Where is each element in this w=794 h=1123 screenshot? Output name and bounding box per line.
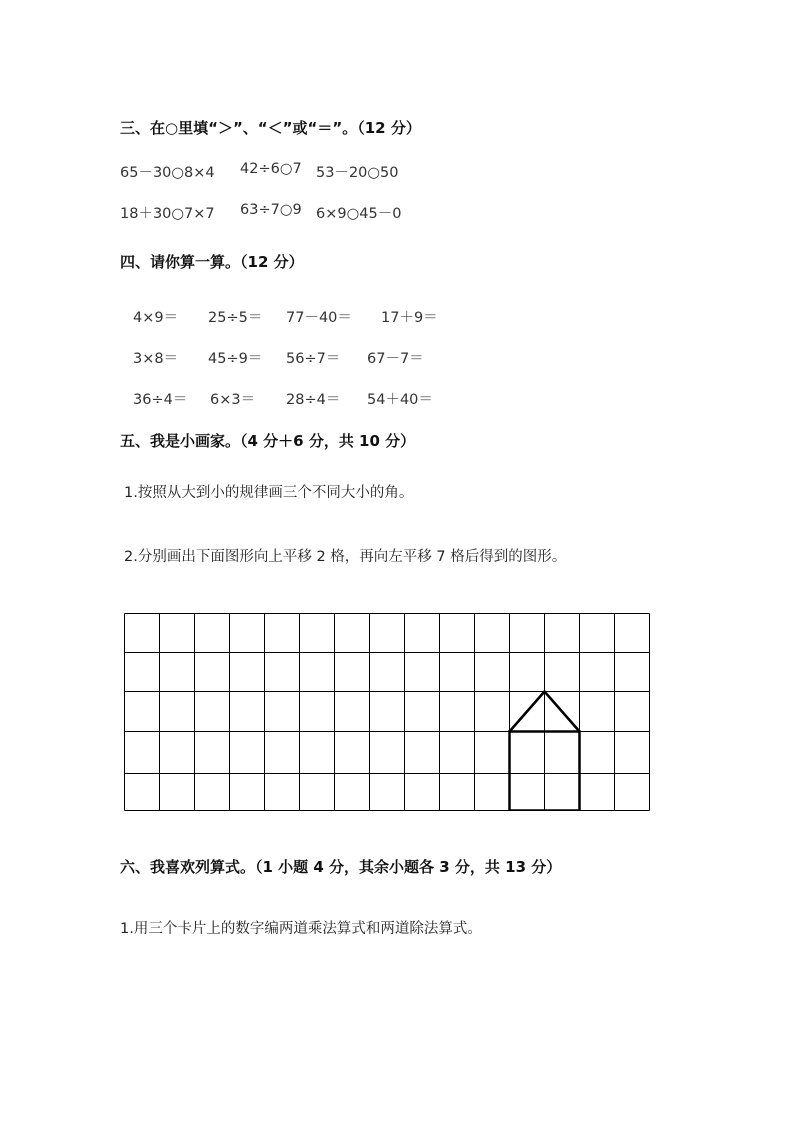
calc-item: 54＋40＝: [367, 392, 433, 408]
calc-item: 3×8＝: [133, 351, 179, 367]
compare-item: 63÷7○9: [240, 202, 302, 218]
compare-item: 18＋30○7×7: [120, 206, 215, 222]
calc-item: 4×9＝: [133, 310, 179, 326]
compare-item: 42÷6○7: [240, 161, 302, 177]
section6-task1: 1.用三个卡片上的数字编两道乘法算式和两道除法算式。: [120, 921, 482, 937]
calc-item: 67－7＝: [367, 351, 424, 367]
calc-item: 36÷4＝: [133, 392, 188, 408]
compare-item: 65－30○8×4: [120, 165, 215, 181]
calc-item: 6×3＝: [210, 392, 256, 408]
section5-task1: 1.按照从大到小的规律画三个不同大小的角。: [124, 485, 414, 501]
section6-heading: 六、我喜欢列算式。（1 小题 4 分，其余小题各 3 分，共 13 分）: [120, 858, 562, 876]
calc-item: 77－40＝: [286, 310, 352, 326]
section3-heading: 三、在○里填“＞”、“＜”或“＝”。（12 分）: [120, 119, 421, 137]
section5-heading: 五、我是小画家。（4 分＋6 分，共 10 分）: [120, 432, 416, 450]
compare-item: 53－20○50: [316, 165, 399, 181]
compare-item: 6×9○45－0: [316, 206, 402, 222]
calc-item: 17＋9＝: [381, 310, 438, 326]
calc-item: 45÷9＝: [208, 351, 263, 367]
drawing-grid: [124, 613, 651, 811]
calc-item: 28÷4＝: [286, 392, 341, 408]
section5-task2: 2.分别画出下面图形向上平移 2 格，再向左平移 7 格后得到的图形。: [124, 549, 567, 565]
section4-heading: 四、请你算一算。（12 分）: [120, 253, 304, 271]
calc-item: 56÷7＝: [286, 351, 341, 367]
calc-item: 25÷5＝: [208, 310, 263, 326]
grid-lines: [125, 614, 650, 811]
